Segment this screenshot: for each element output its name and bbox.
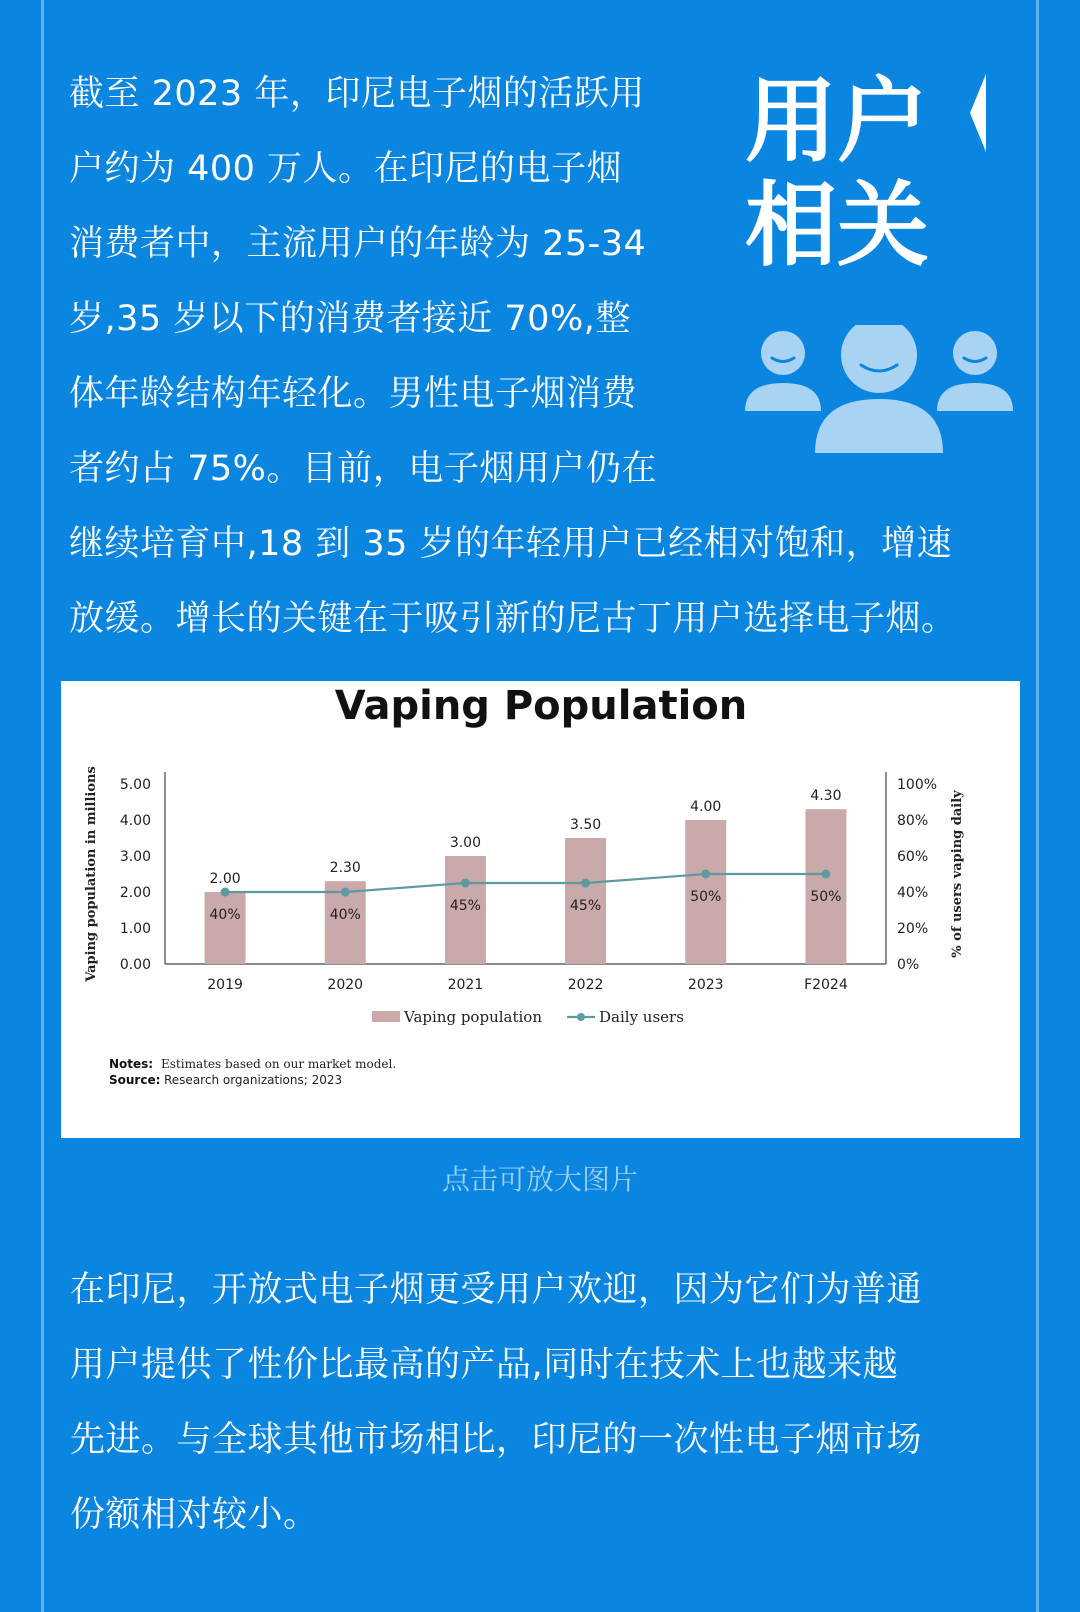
source-text: Research organizations; 2023 xyxy=(164,1073,343,1087)
chart-title: Vaping Population xyxy=(334,683,748,729)
legend-label-bar: Vaping population xyxy=(404,1008,542,1026)
users-group-icon xyxy=(745,325,1015,455)
text-line: 用户提供了性价比最高的产品,同时在技术上也越来越 xyxy=(70,1345,899,1385)
text-line: 户约为 400 万人。在印尼的电子烟 xyxy=(69,149,623,189)
y-tick-label-right: 80% xyxy=(897,813,929,829)
x-tick-label: 2022 xyxy=(567,977,604,993)
section-title-line: 用户 xyxy=(745,68,930,175)
y-tick-label-left: 4.00 xyxy=(119,813,151,829)
notes-label: Notes: xyxy=(109,1057,154,1071)
y-tick-label-right: 20% xyxy=(897,921,929,937)
bar-value-label: 2.00 xyxy=(209,871,241,887)
intro-paragraph xyxy=(69,57,684,507)
line-point xyxy=(221,888,230,897)
y-tick-label-left: 0.00 xyxy=(119,957,151,973)
line-value-label: 40% xyxy=(209,907,241,923)
text-line: 在印尼，开放式电子烟更受用户欢迎，因为它们为普通 xyxy=(70,1270,923,1310)
y-tick-label-left: 2.00 xyxy=(119,885,151,901)
line-point xyxy=(341,888,350,897)
line-point xyxy=(701,870,710,879)
text-line: 放缓。增长的关键在于吸引新的尼古丁用户选择电子烟。 xyxy=(69,599,957,639)
line-point xyxy=(461,879,470,888)
text-line: 消费者中，主流用户的年龄为 25-34 xyxy=(69,224,647,264)
bar-value-label: 4.30 xyxy=(810,788,842,805)
x-tick-label: 2023 xyxy=(687,977,724,993)
text-line: 体年龄结构年轻化。男性电子烟消费 xyxy=(69,374,638,414)
x-tick-label: 2021 xyxy=(447,977,484,993)
bar xyxy=(205,892,246,964)
text-line: 先进。与全球其他市场相比，印尼的一次性电子烟市场 xyxy=(70,1420,923,1460)
line-value-label: 40% xyxy=(329,907,361,923)
y-tick-label-right: 40% xyxy=(897,885,929,901)
line-value-label: 45% xyxy=(570,898,602,914)
right-frame-line xyxy=(1036,0,1039,1612)
bar-value-label: 3.00 xyxy=(449,835,482,851)
y-axis-title-left: Vaping population in millions xyxy=(84,766,99,982)
left-frame-line xyxy=(41,0,44,1612)
text-line: 份额相对较小。 xyxy=(70,1495,319,1535)
y-tick-label-left: 1.00 xyxy=(119,921,151,937)
y-tick-label-left: 3.00 xyxy=(119,849,151,865)
y-tick-label-right: 100% xyxy=(897,777,938,793)
bar-value-label: 2.30 xyxy=(329,860,361,877)
y-tick-label-right: 0% xyxy=(897,957,920,973)
line-point xyxy=(581,879,590,888)
section-title xyxy=(745,70,929,278)
vaping-population-chart xyxy=(61,681,1020,1138)
text-line: 者约占 75%。目前，电子烟用户仍在 xyxy=(69,449,657,489)
notes-text: Estimates based on our market model. xyxy=(161,1057,397,1071)
text-line: 岁,35 岁以下的消费者接近 70%,整 xyxy=(69,299,631,339)
text-line: 截至 2023 年，印尼电子烟的活跃用 xyxy=(69,74,645,114)
line-value-label: 50% xyxy=(690,889,722,905)
y-tick-label-left: 5.00 xyxy=(119,777,151,793)
x-tick-label: 2019 xyxy=(207,977,243,993)
chart-image[interactable] xyxy=(61,681,1020,1138)
y-axis-title-right: % of users vaping daily xyxy=(950,790,965,958)
intro-paragraph-continued xyxy=(69,507,1019,657)
legend-label-line: Daily users xyxy=(599,1008,684,1026)
triangle-left-icon xyxy=(970,74,986,152)
text-line: 继续培育中,18 到 35 岁的年轻用户已经相对饱和，增速 xyxy=(69,524,953,564)
x-tick-label: 2020 xyxy=(327,977,364,993)
legend-swatch-bar xyxy=(372,1011,400,1022)
line-value-label: 45% xyxy=(449,898,481,914)
x-tick-label: F2024 xyxy=(804,977,848,993)
daily-users-line xyxy=(225,874,826,892)
y-tick-label-right: 60% xyxy=(897,849,929,865)
enlarge-image-caption[interactable]: 点击可放大图片 xyxy=(441,1163,638,1196)
section-title-line: 相关 xyxy=(745,172,930,279)
line-value-label: 50% xyxy=(810,889,842,905)
source-label: Source: xyxy=(109,1073,161,1087)
line-point xyxy=(821,870,830,879)
market-paragraph xyxy=(70,1253,1020,1553)
bar xyxy=(805,809,846,964)
bar-value-label: 4.00 xyxy=(690,799,722,815)
bar-value-label: 3.50 xyxy=(569,817,602,833)
legend-swatch-point xyxy=(577,1013,585,1021)
